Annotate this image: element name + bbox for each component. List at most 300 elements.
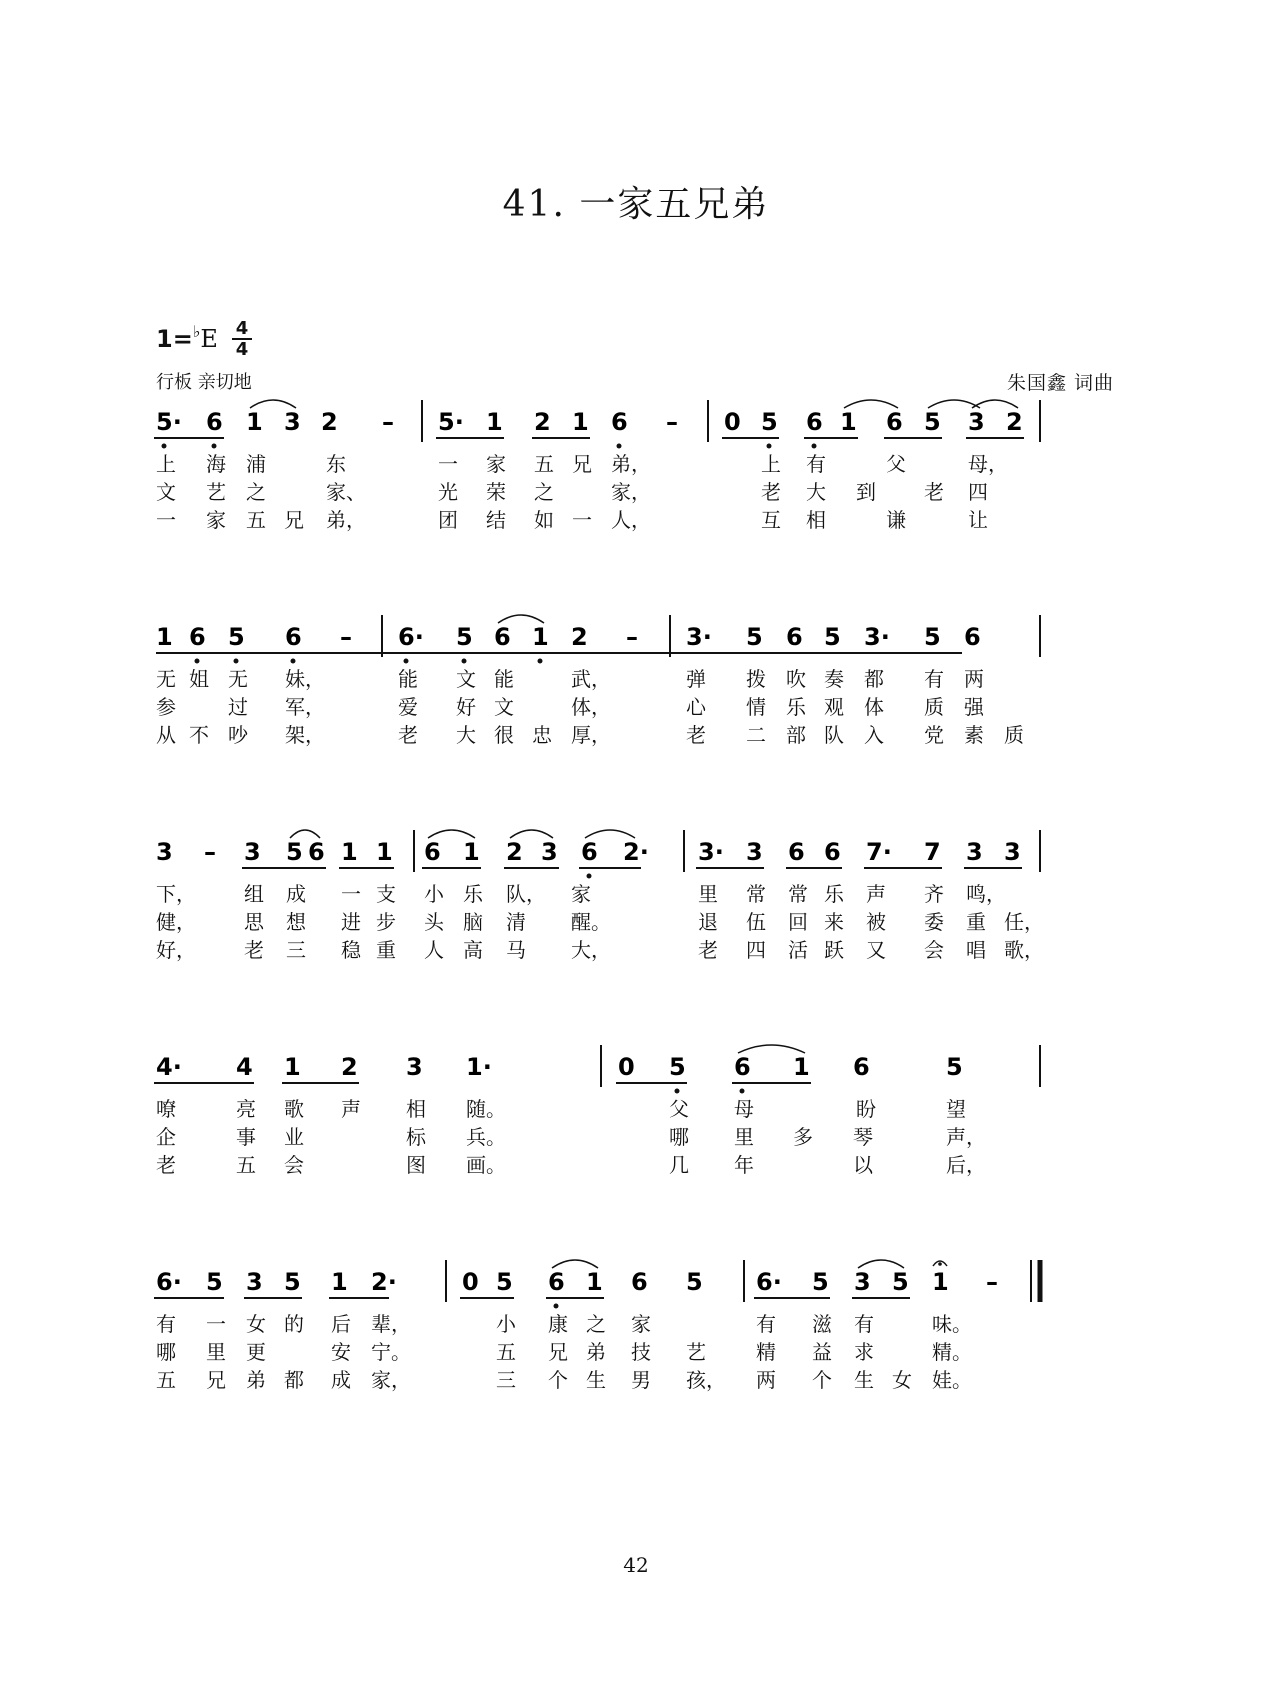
lyric-syllable: 里 bbox=[698, 882, 718, 906]
lyric-syllable: 亮 bbox=[236, 1097, 256, 1121]
lyric-syllable: 武， bbox=[571, 667, 611, 691]
note: 1 bbox=[331, 1268, 348, 1296]
lyric-syllable: 后 bbox=[331, 1312, 351, 1336]
lyric-syllable: 兄 bbox=[572, 452, 592, 476]
lyric-syllable: 五 bbox=[236, 1153, 256, 1177]
note: 6· bbox=[756, 1268, 782, 1296]
note: 2 bbox=[534, 408, 551, 436]
tempo-marking: 行板 亲切地 bbox=[156, 372, 252, 393]
lyric-syllable: 素 bbox=[964, 723, 984, 747]
note: 6 bbox=[786, 623, 803, 651]
lyric-verse-2 bbox=[156, 691, 1116, 721]
lyric-syllable: 乐 bbox=[463, 882, 483, 906]
lyric-syllable: 上 bbox=[156, 452, 176, 476]
slur bbox=[585, 830, 635, 838]
note: 6 bbox=[806, 408, 823, 436]
note: 5 bbox=[456, 623, 473, 651]
lyric-syllable: 情 bbox=[746, 695, 766, 719]
lyric-syllable: 相 bbox=[806, 508, 826, 532]
note: 1 bbox=[586, 1268, 603, 1296]
note: 6· bbox=[156, 1268, 182, 1296]
note: 4 bbox=[236, 1053, 253, 1081]
note: 5 bbox=[669, 1053, 686, 1081]
lyric-syllable: 高 bbox=[463, 938, 483, 962]
lyric-verse-1 bbox=[156, 448, 1116, 478]
lyric-syllable: 四 bbox=[746, 938, 766, 962]
note: 1 bbox=[572, 408, 589, 436]
lyric-syllable: 军， bbox=[285, 695, 325, 719]
lyric-syllable: 的 bbox=[284, 1312, 304, 1336]
lyric-syllable: 体， bbox=[571, 695, 611, 719]
lyric-syllable: 家 bbox=[206, 508, 226, 532]
lyric-verse-2 bbox=[156, 1121, 1116, 1151]
lyric-syllable: 弟 bbox=[246, 1368, 266, 1392]
lyric-syllable: 又 bbox=[866, 938, 886, 962]
lyric-syllable: 如 bbox=[534, 508, 554, 532]
slur bbox=[250, 400, 296, 408]
lyric-syllable: 之 bbox=[534, 480, 554, 504]
note: 6 bbox=[581, 838, 598, 866]
lyric-syllable: 娃。 bbox=[932, 1368, 972, 1392]
note: 3 bbox=[1004, 838, 1021, 866]
note: 5 bbox=[284, 1268, 301, 1296]
lyric-syllable: 健， bbox=[156, 910, 196, 934]
note: 1 bbox=[156, 623, 173, 651]
lyric-verse-1 bbox=[156, 663, 1116, 693]
score-line bbox=[156, 1260, 1116, 1480]
note: 6 bbox=[886, 408, 903, 436]
lyric-syllable: 常 bbox=[746, 882, 766, 906]
note: 2 bbox=[321, 408, 338, 436]
lyric-syllable: 宁。 bbox=[371, 1340, 411, 1364]
note: 1 bbox=[532, 623, 549, 651]
lyric-syllable: 以 bbox=[853, 1153, 873, 1177]
lyric-syllable: 三 bbox=[286, 938, 306, 962]
lyric-syllable: 弟 bbox=[586, 1340, 606, 1364]
lyric-verse-2 bbox=[156, 906, 1116, 936]
note: – bbox=[986, 1268, 998, 1296]
lyric-syllable: 父 bbox=[886, 452, 906, 476]
lyric-syllable: 滋 bbox=[812, 1312, 832, 1336]
note: 0 bbox=[618, 1053, 635, 1081]
lyric-syllable: 无 bbox=[228, 667, 248, 691]
lyric-syllable: 能 bbox=[398, 667, 418, 691]
lyric-syllable: 很 bbox=[494, 723, 514, 747]
lyric-syllable: 能 bbox=[494, 667, 514, 691]
note: 5 bbox=[924, 623, 941, 651]
lyric-syllable: 小 bbox=[424, 882, 444, 906]
lyric-syllable: 清 bbox=[506, 910, 526, 934]
note: – bbox=[340, 623, 352, 651]
lyric-syllable: 好 bbox=[456, 695, 476, 719]
lyric-syllable: 歌， bbox=[1004, 938, 1044, 962]
lyric-syllable: 弟， bbox=[611, 452, 651, 476]
note: 6 bbox=[964, 623, 981, 651]
lyric-syllable: 四 bbox=[968, 480, 988, 504]
song-title: 41. 一家五兄弟 bbox=[502, 184, 770, 225]
note: 6 bbox=[548, 1268, 565, 1296]
lyric-verse-3 bbox=[156, 504, 1116, 534]
score-line bbox=[156, 615, 1116, 835]
lyric-syllable: 一 bbox=[572, 508, 592, 532]
lyric-syllable: 家， bbox=[611, 480, 651, 504]
lyric-syllable: 齐 bbox=[924, 882, 944, 906]
lyric-syllable: 到 bbox=[856, 480, 876, 504]
fermata-dot bbox=[938, 1262, 942, 1266]
lyric-syllable: 想 bbox=[286, 910, 306, 934]
note: 1 bbox=[341, 838, 358, 866]
time-denominator: 4 bbox=[235, 339, 249, 360]
lyric-syllable: 回 bbox=[788, 910, 808, 934]
lyric-syllable: 架， bbox=[285, 723, 325, 747]
lyric-syllable: 思 bbox=[244, 910, 264, 934]
lyric-syllable: 质 bbox=[924, 695, 944, 719]
lyric-syllable: 母 bbox=[734, 1097, 754, 1121]
lyric-syllable: 文 bbox=[494, 695, 514, 719]
lyric-syllable: 团 bbox=[438, 508, 458, 532]
note: 2 bbox=[341, 1053, 358, 1081]
lyric-verse-3 bbox=[156, 1364, 1116, 1394]
lyric-syllable: 下， bbox=[156, 882, 196, 906]
lyric-syllable: 拨 bbox=[746, 667, 766, 691]
lyric-syllable: 质 bbox=[1004, 723, 1024, 747]
lyric-syllable: 重 bbox=[376, 938, 396, 962]
note: 3 bbox=[966, 838, 983, 866]
lyric-syllable: 技 bbox=[631, 1340, 651, 1364]
lyric-syllable: 两 bbox=[964, 667, 984, 691]
lyric-syllable: 队 bbox=[824, 723, 844, 747]
lyric-syllable: 弹 bbox=[686, 667, 706, 691]
note: 6 bbox=[308, 838, 325, 866]
note: 5 bbox=[496, 1268, 513, 1296]
lyric-syllable: 进 bbox=[341, 910, 361, 934]
lyric-syllable: 五 bbox=[156, 1368, 176, 1392]
note: 1 bbox=[486, 408, 503, 436]
note: 3 bbox=[284, 408, 301, 436]
note: 3 bbox=[541, 838, 558, 866]
note: – bbox=[626, 623, 638, 651]
lyric-syllable: 会 bbox=[284, 1153, 304, 1177]
lyric-syllable: 支 bbox=[376, 882, 396, 906]
lyric-syllable: 益 bbox=[812, 1340, 832, 1364]
note: 2 bbox=[1006, 408, 1023, 436]
lyric-syllable: 队， bbox=[506, 882, 546, 906]
page-number: 42 bbox=[623, 1553, 649, 1577]
lyric-syllable: 望 bbox=[946, 1097, 966, 1121]
note: 2 bbox=[506, 838, 523, 866]
lyric-syllable: 不 bbox=[189, 723, 209, 747]
lyric-syllable: 常 bbox=[788, 882, 808, 906]
lyric-syllable: 从 bbox=[156, 723, 176, 747]
lyric-syllable: 嘹 bbox=[156, 1097, 176, 1121]
note: 6 bbox=[853, 1053, 870, 1081]
lyric-syllable: 上 bbox=[761, 452, 781, 476]
lyric-syllable: 两 bbox=[756, 1368, 776, 1392]
lyric-syllable: 有 bbox=[156, 1312, 176, 1336]
slur bbox=[290, 830, 320, 838]
lyric-syllable: 退 bbox=[698, 910, 718, 934]
lyric-syllable: 结 bbox=[486, 508, 506, 532]
lyric-syllable: 声 bbox=[341, 1097, 361, 1121]
lyric-syllable: 二 bbox=[746, 723, 766, 747]
lyric-syllable: 体 bbox=[864, 695, 884, 719]
lyric-syllable: 求 bbox=[854, 1340, 874, 1364]
lyric-syllable: 声 bbox=[866, 882, 886, 906]
lyric-syllable: 多 bbox=[793, 1125, 813, 1149]
slur bbox=[858, 1260, 904, 1268]
note: 5 bbox=[686, 1268, 703, 1296]
lyric-verse-3 bbox=[156, 719, 1116, 749]
lyric-syllable: 头 bbox=[424, 910, 444, 934]
slur bbox=[844, 400, 898, 408]
lyric-syllable: 稳 bbox=[341, 938, 361, 962]
lyric-syllable: 生 bbox=[854, 1368, 874, 1392]
lyric-syllable: 老 bbox=[244, 938, 264, 962]
slur bbox=[498, 615, 544, 623]
note: 5 bbox=[812, 1268, 829, 1296]
time-signature bbox=[232, 320, 252, 358]
lyric-syllable: 姐 bbox=[189, 667, 209, 691]
note: 6· bbox=[398, 623, 424, 651]
lyric-syllable: 有 bbox=[924, 667, 944, 691]
note: 0 bbox=[724, 408, 741, 436]
lyric-syllable: 厚， bbox=[571, 723, 611, 747]
note: 4· bbox=[156, 1053, 182, 1081]
lyric-syllable: 老 bbox=[761, 480, 781, 504]
lyric-verse-2 bbox=[156, 1336, 1116, 1366]
lyric-syllable: 家、 bbox=[326, 480, 366, 504]
lyric-syllable: 都 bbox=[284, 1368, 304, 1392]
lyric-syllable: 东 bbox=[326, 452, 346, 476]
lyric-syllable: 老 bbox=[698, 938, 718, 962]
lyric-syllable: 精。 bbox=[932, 1340, 972, 1364]
lyric-syllable: 五 bbox=[246, 508, 266, 532]
note: 6 bbox=[631, 1268, 648, 1296]
note: 3 bbox=[746, 838, 763, 866]
note: 6 bbox=[424, 838, 441, 866]
lyric-syllable: 醒。 bbox=[571, 910, 611, 934]
lyric-syllable: 乐 bbox=[786, 695, 806, 719]
note: 5 bbox=[924, 408, 941, 436]
lyric-syllable: 事 bbox=[236, 1125, 256, 1149]
lyric-syllable: 家 bbox=[571, 882, 591, 906]
lyric-syllable: 谦 bbox=[886, 508, 906, 532]
lyric-syllable: 男 bbox=[631, 1368, 651, 1392]
lyric-syllable: 琴 bbox=[853, 1125, 873, 1149]
lyric-syllable: 母， bbox=[968, 452, 1008, 476]
lyric-syllable: 文 bbox=[456, 667, 476, 691]
lyric-verse-1 bbox=[156, 1093, 1116, 1123]
lyric-syllable: 里 bbox=[734, 1125, 754, 1149]
score-line bbox=[156, 1045, 1116, 1265]
lyric-syllable: 海 bbox=[206, 452, 226, 476]
note: 6 bbox=[611, 408, 628, 436]
note: 5 bbox=[228, 623, 245, 651]
lyric-syllable: 之 bbox=[586, 1312, 606, 1336]
note: 3 bbox=[968, 408, 985, 436]
lyric-syllable: 女 bbox=[246, 1312, 266, 1336]
lyric-syllable: 成 bbox=[331, 1368, 351, 1392]
lyric-syllable: 吵 bbox=[228, 723, 248, 747]
note: 2· bbox=[371, 1268, 397, 1296]
note: 1 bbox=[284, 1053, 301, 1081]
lyric-syllable: 马 bbox=[506, 938, 526, 962]
lyric-syllable: 强 bbox=[964, 695, 984, 719]
lyric-syllable: 安 bbox=[331, 1340, 351, 1364]
lyric-syllable: 一 bbox=[438, 452, 458, 476]
note: 3 bbox=[246, 1268, 263, 1296]
lyric-syllable: 人 bbox=[424, 938, 444, 962]
composer-credit: 朱国鑫 词曲 bbox=[1006, 372, 1114, 394]
note: 1 bbox=[246, 408, 263, 436]
key-signature: 1=♭E bbox=[156, 322, 218, 353]
lyric-syllable: 三 bbox=[496, 1368, 516, 1392]
note: 0 bbox=[462, 1268, 479, 1296]
lyric-syllable: 小 bbox=[496, 1312, 516, 1336]
note: 6 bbox=[824, 838, 841, 866]
note: 5· bbox=[438, 408, 464, 436]
lyric-syllable: 随。 bbox=[466, 1097, 506, 1121]
note: 7 bbox=[924, 838, 941, 866]
lyric-syllable: 个 bbox=[812, 1368, 832, 1392]
note: 1 bbox=[376, 838, 393, 866]
note: – bbox=[204, 838, 216, 866]
lyric-verse-3 bbox=[156, 1149, 1116, 1179]
note: 6 bbox=[734, 1053, 751, 1081]
lyric-syllable: 精 bbox=[756, 1340, 776, 1364]
lyric-syllable: 部 bbox=[786, 723, 806, 747]
note: 3 bbox=[156, 838, 173, 866]
note: 1 bbox=[840, 408, 857, 436]
note: 3· bbox=[864, 623, 890, 651]
lyric-syllable: 来 bbox=[824, 910, 844, 934]
lyric-syllable: 大 bbox=[806, 480, 826, 504]
lyric-syllable: 图 bbox=[406, 1153, 426, 1177]
note: 5 bbox=[286, 838, 303, 866]
lyric-syllable: 辈， bbox=[371, 1312, 411, 1336]
lyric-syllable: 父 bbox=[669, 1097, 689, 1121]
lyric-syllable: 女 bbox=[892, 1368, 912, 1392]
lyric-verse-1 bbox=[156, 1308, 1116, 1338]
note: 7· bbox=[866, 838, 892, 866]
score-line bbox=[156, 830, 1116, 1050]
lyric-syllable: 哪 bbox=[156, 1340, 176, 1364]
lyric-syllable: 生 bbox=[586, 1368, 606, 1392]
lyric-syllable: 跃 bbox=[824, 938, 844, 962]
lyric-syllable: 业 bbox=[284, 1125, 304, 1149]
note: 6 bbox=[788, 838, 805, 866]
lyric-verse-1 bbox=[156, 878, 1116, 908]
lyric-syllable: 唱 bbox=[966, 938, 986, 962]
lyric-syllable: 奏 bbox=[824, 667, 844, 691]
lyric-syllable: 心 bbox=[686, 695, 706, 719]
lyric-syllable: 味。 bbox=[932, 1312, 972, 1336]
lyric-syllable: 哪 bbox=[669, 1125, 689, 1149]
lyric-syllable: 浦 bbox=[246, 452, 266, 476]
lyric-syllable: 家 bbox=[486, 452, 506, 476]
note: – bbox=[666, 408, 678, 436]
lyric-syllable: 五 bbox=[534, 452, 554, 476]
lyric-syllable: 几 bbox=[669, 1153, 689, 1177]
lyric-syllable: 标 bbox=[406, 1125, 426, 1149]
lyric-syllable: 伍 bbox=[746, 910, 766, 934]
lyric-syllable: 乐 bbox=[824, 882, 844, 906]
note: 6 bbox=[206, 408, 223, 436]
note: 2· bbox=[623, 838, 649, 866]
lyric-syllable: 人， bbox=[611, 508, 651, 532]
note: 3 bbox=[244, 838, 261, 866]
lyric-syllable: 好， bbox=[156, 938, 196, 962]
note: 6 bbox=[494, 623, 511, 651]
lyric-syllable: 盼 bbox=[856, 1097, 876, 1121]
lyric-syllable: 荣 bbox=[486, 480, 506, 504]
note: 1 bbox=[932, 1268, 949, 1296]
lyric-syllable: 兵。 bbox=[466, 1125, 506, 1149]
note: 5 bbox=[946, 1053, 963, 1081]
slur bbox=[510, 830, 553, 838]
lyric-syllable: 活 bbox=[788, 938, 808, 962]
lyric-syllable: 有 bbox=[854, 1312, 874, 1336]
note: 5 bbox=[892, 1268, 909, 1296]
lyric-syllable: 弟， bbox=[326, 508, 366, 532]
lyric-verse-3 bbox=[156, 934, 1116, 964]
lyric-syllable: 家， bbox=[371, 1368, 411, 1392]
note: 1· bbox=[466, 1053, 492, 1081]
lyric-syllable: 更 bbox=[246, 1340, 266, 1364]
lyric-syllable: 老 bbox=[156, 1153, 176, 1177]
note: 2 bbox=[571, 623, 588, 651]
lyric-syllable: 歌 bbox=[284, 1097, 304, 1121]
lyric-syllable: 家 bbox=[631, 1312, 651, 1336]
note: 5 bbox=[206, 1268, 223, 1296]
lyric-syllable: 之 bbox=[246, 480, 266, 504]
note: 3· bbox=[698, 838, 724, 866]
lyric-syllable: 文 bbox=[156, 480, 176, 504]
slur bbox=[928, 400, 980, 408]
lyric-syllable: 声， bbox=[946, 1125, 986, 1149]
lyric-syllable: 个 bbox=[548, 1368, 568, 1392]
slur bbox=[552, 1260, 598, 1268]
note: 3 bbox=[406, 1053, 423, 1081]
note: 6 bbox=[189, 623, 206, 651]
note: 5 bbox=[824, 623, 841, 651]
note: 1 bbox=[463, 838, 480, 866]
note: – bbox=[382, 408, 394, 436]
lyric-syllable: 五 bbox=[496, 1340, 516, 1364]
lyric-syllable: 艺 bbox=[206, 480, 226, 504]
lyric-syllable: 一 bbox=[156, 508, 176, 532]
lyric-syllable: 孩， bbox=[686, 1368, 726, 1392]
lyric-syllable: 参 bbox=[156, 695, 176, 719]
lyric-syllable: 兄 bbox=[548, 1340, 568, 1364]
lyric-syllable: 被 bbox=[866, 910, 886, 934]
lyric-syllable: 鸣， bbox=[966, 882, 1006, 906]
lyric-syllable: 年 bbox=[734, 1153, 754, 1177]
lyric-syllable: 让 bbox=[968, 508, 988, 532]
lyric-syllable: 后， bbox=[946, 1153, 986, 1177]
lyric-syllable: 组 bbox=[244, 882, 264, 906]
lyric-syllable: 成 bbox=[286, 882, 306, 906]
lyric-syllable: 相 bbox=[406, 1097, 426, 1121]
time-numerator: 4 bbox=[235, 318, 249, 339]
note: 5 bbox=[761, 408, 778, 436]
slur bbox=[428, 830, 475, 838]
lyric-syllable: 过 bbox=[228, 695, 248, 719]
lyric-syllable: 里 bbox=[206, 1340, 226, 1364]
lyric-syllable: 任， bbox=[1004, 910, 1044, 934]
note: 5 bbox=[746, 623, 763, 651]
lyric-verse-2 bbox=[156, 476, 1116, 506]
